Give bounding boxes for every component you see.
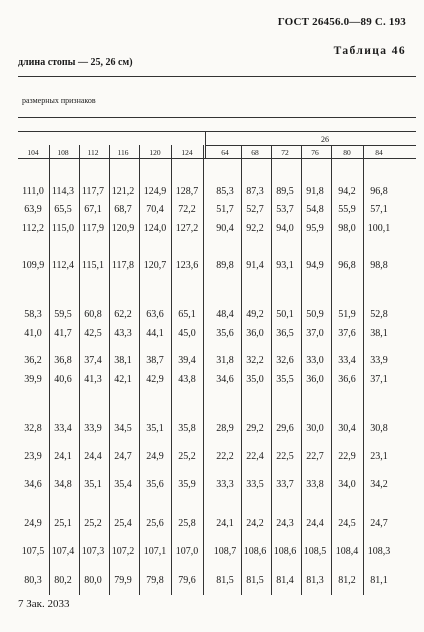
table-cell: 123,6: [175, 260, 199, 271]
table-cell: 35,0: [246, 374, 264, 385]
table-cell: 95,9: [306, 223, 324, 234]
table-cell: 87,3: [246, 186, 264, 197]
table-cell: 24,7: [114, 451, 132, 462]
rule-line: [18, 117, 416, 118]
table-cell: 89,8: [216, 260, 234, 271]
table-cell: 124,0: [143, 223, 167, 234]
column-header: 72: [281, 148, 289, 157]
table-cell: 33,4: [54, 423, 72, 434]
table-cell: 52,7: [246, 204, 264, 215]
table-cell: 32,2: [246, 355, 264, 366]
table-cell: 37,4: [84, 355, 102, 366]
table-cell: 115,0: [51, 223, 75, 234]
rule-line: [205, 145, 416, 146]
table-cell: 25,2: [178, 451, 196, 462]
table-cell: 91,4: [246, 260, 264, 271]
table-cell: 109,9: [21, 260, 45, 271]
table-cell: 121,2: [111, 186, 135, 197]
table-cell: 54,8: [306, 204, 324, 215]
table-cell: 36,0: [306, 374, 324, 385]
table-cell: 24,1: [54, 451, 72, 462]
table-cell: 33,0: [306, 355, 324, 366]
table-cell: 33,8: [306, 479, 324, 490]
table-cell: 91,8: [306, 186, 324, 197]
table-cell: 94,2: [338, 186, 356, 197]
table-cell: 34,6: [24, 479, 42, 490]
table-cell: 39,4: [178, 355, 196, 366]
table-cell: 85,3: [216, 186, 234, 197]
table-cell: 35,4: [114, 479, 132, 490]
table-cell: 34,2: [370, 479, 388, 490]
table-cell: 24,5: [338, 518, 356, 529]
table-cell: 117,7: [81, 186, 105, 197]
table-cell: 42,1: [114, 374, 132, 385]
table-cell: 41,3: [84, 374, 102, 385]
table-cell: 92,2: [246, 223, 264, 234]
table-cell: 33,3: [216, 479, 234, 490]
table-cell: 28,9: [216, 423, 234, 434]
table-cell: 37,0: [306, 328, 324, 339]
table-cell: 98,0: [338, 223, 356, 234]
column-header: 120: [149, 148, 161, 157]
table-cell: 35,6: [216, 328, 234, 339]
table-cell: 32,6: [276, 355, 294, 366]
table-cell: 24,2: [246, 518, 264, 529]
table-cell: 108,4: [335, 546, 359, 557]
table-cell: 120,9: [111, 223, 135, 234]
table-cell: 68,7: [114, 204, 132, 215]
table-cell: 51,7: [216, 204, 234, 215]
table-cell: 45,0: [178, 328, 196, 339]
table-cell: 36,0: [246, 328, 264, 339]
table-cell: 107,1: [143, 546, 167, 557]
table-cell: 107,5: [21, 546, 45, 557]
table-cell: 25,6: [146, 518, 164, 529]
table-cell: 81,2: [338, 575, 356, 586]
table-cell: 42,9: [146, 374, 164, 385]
table-cell: 80,0: [84, 575, 102, 586]
column-header: 76: [311, 148, 319, 157]
rule-line: [18, 76, 416, 77]
table-cell: 24,9: [24, 518, 42, 529]
table-cell: 25,2: [84, 518, 102, 529]
table-cell: 115,1: [81, 260, 105, 271]
table-cell: 120,7: [143, 260, 167, 271]
table-cell: 31,8: [216, 355, 234, 366]
table-cell: 108,5: [303, 546, 327, 557]
table-cell: 48,4: [216, 309, 234, 320]
table-cell: 108,3: [367, 546, 391, 557]
table-cell: 81,5: [216, 575, 234, 586]
table-cell: 34,8: [54, 479, 72, 490]
column-header: 112: [87, 148, 99, 157]
column-header: 116: [117, 148, 129, 157]
table-cell: 50,9: [306, 309, 324, 320]
table-cell: 117,9: [81, 223, 105, 234]
table-cell: 108,7: [213, 546, 237, 557]
table-cell: 35,1: [84, 479, 102, 490]
table-cell: 81,4: [276, 575, 294, 586]
column-header: 124: [181, 148, 193, 157]
table-cell: 98,8: [370, 260, 388, 271]
table-cell: 23,1: [370, 451, 388, 462]
table-subtitle: длина стопы — 25, 26 см): [18, 57, 133, 68]
table-cell: 49,2: [246, 309, 264, 320]
table-cell: 72,2: [178, 204, 196, 215]
table-cell: 44,1: [146, 328, 164, 339]
table-cell: 70,4: [146, 204, 164, 215]
table-cell: 79,6: [178, 575, 196, 586]
table-cell: 108,6: [273, 546, 297, 557]
table-cell: 58,3: [24, 309, 42, 320]
group-divider: [205, 131, 206, 158]
table-cell: 22,9: [338, 451, 356, 462]
table-cell: 114,3: [51, 186, 75, 197]
table-cell: 38,1: [370, 328, 388, 339]
table-cell: 36,5: [276, 328, 294, 339]
table-cell: 80,2: [54, 575, 72, 586]
table-cell: 127,2: [175, 223, 199, 234]
table-cell: 80,3: [24, 575, 42, 586]
column-header: 64: [221, 148, 229, 157]
table-cell: 24,4: [84, 451, 102, 462]
table-cell: 22,5: [276, 451, 294, 462]
table-cell: 100,1: [367, 223, 391, 234]
table-cell: 25,4: [114, 518, 132, 529]
table-cell: 33,5: [246, 479, 264, 490]
column-header: 104: [27, 148, 39, 157]
table-cell: 65,5: [54, 204, 72, 215]
table-cell: 24,9: [146, 451, 164, 462]
table-cell: 34,6: [216, 374, 234, 385]
table-cell: 59,5: [54, 309, 72, 320]
table-cell: 24,7: [370, 518, 388, 529]
table-cell: 35,8: [178, 423, 196, 434]
table-cell: 79,9: [114, 575, 132, 586]
table-cell: 112,4: [51, 260, 75, 271]
table-cell: 51,9: [338, 309, 356, 320]
table-cell: 124,9: [143, 186, 167, 197]
table-cell: 35,9: [178, 479, 196, 490]
table-cell: 24,1: [216, 518, 234, 529]
group-header: 26: [321, 135, 329, 144]
table-cell: 81,3: [306, 575, 324, 586]
table-cell: 35,6: [146, 479, 164, 490]
table-cell: 57,1: [370, 204, 388, 215]
table-cell: 107,3: [81, 546, 105, 557]
table-cell: 33,9: [84, 423, 102, 434]
table-cell: 96,8: [338, 260, 356, 271]
page-header: ГОСТ 26456.0—89 С. 193: [277, 16, 406, 28]
table-cell: 30,4: [338, 423, 356, 434]
table-cell: 90,4: [216, 223, 234, 234]
table-cell: 111,0: [22, 186, 44, 197]
table-cell: 39,9: [24, 374, 42, 385]
table-cell: 55,9: [338, 204, 356, 215]
column-header: 68: [251, 148, 259, 157]
table-cell: 35,5: [276, 374, 294, 385]
table-cell: 107,2: [111, 546, 135, 557]
column-header: 80: [343, 148, 351, 157]
table-cell: 107,4: [51, 546, 75, 557]
table-cell: 40,6: [54, 374, 72, 385]
table-cell: 43,3: [114, 328, 132, 339]
table-cell: 34,5: [114, 423, 132, 434]
table-cell: 37,1: [370, 374, 388, 385]
page-footer: 7 Зак. 2033: [18, 598, 70, 610]
table-cell: 94,0: [276, 223, 294, 234]
column-header: 108: [57, 148, 69, 157]
table-cell: 67,1: [84, 204, 102, 215]
table-cell: 34,0: [338, 479, 356, 490]
rule-line: [18, 131, 416, 132]
table-cell: 79,8: [146, 575, 164, 586]
table-subheader: размерных признаков: [22, 96, 96, 105]
table-cell: 96,8: [370, 186, 388, 197]
table-cell: 30,0: [306, 423, 324, 434]
table-cell: 24,3: [276, 518, 294, 529]
table-cell: 107,0: [175, 546, 199, 557]
table-cell: 43,8: [178, 374, 196, 385]
table-cell: 33,9: [370, 355, 388, 366]
table-cell: 81,5: [246, 575, 264, 586]
table-cell: 25,8: [178, 518, 196, 529]
table-cell: 36,6: [338, 374, 356, 385]
table-cell: 22,4: [246, 451, 264, 462]
table-cell: 53,7: [276, 204, 294, 215]
table-cell: 62,2: [114, 309, 132, 320]
table-cell: 117,8: [111, 260, 135, 271]
table-cell: 38,7: [146, 355, 164, 366]
table-cell: 94,9: [306, 260, 324, 271]
table-cell: 41,0: [24, 328, 42, 339]
table-cell: 41,7: [54, 328, 72, 339]
table-cell: 33,7: [276, 479, 294, 490]
table-cell: 38,1: [114, 355, 132, 366]
table-cell: 29,2: [246, 423, 264, 434]
table-title: Таблица 46: [333, 45, 406, 57]
table-cell: 89,5: [276, 186, 294, 197]
table-cell: 32,8: [24, 423, 42, 434]
table-cell: 23,9: [24, 451, 42, 462]
table-cell: 37,6: [338, 328, 356, 339]
rule-line: [18, 158, 416, 159]
table-cell: 63,6: [146, 309, 164, 320]
table-cell: 25,1: [54, 518, 72, 529]
table-cell: 42,5: [84, 328, 102, 339]
table-cell: 128,7: [175, 186, 199, 197]
table-cell: 108,6: [243, 546, 267, 557]
table-cell: 29,6: [276, 423, 294, 434]
table-cell: 24,4: [306, 518, 324, 529]
table-cell: 22,7: [306, 451, 324, 462]
table-cell: 36,8: [54, 355, 72, 366]
table-cell: 52,8: [370, 309, 388, 320]
table-cell: 22,2: [216, 451, 234, 462]
table-cell: 63,9: [24, 204, 42, 215]
table-cell: 30,8: [370, 423, 388, 434]
table-cell: 112,2: [21, 223, 45, 234]
table-cell: 36,2: [24, 355, 42, 366]
table-cell: 33,4: [338, 355, 356, 366]
table-cell: 65,1: [178, 309, 196, 320]
table-cell: 93,1: [276, 260, 294, 271]
table-cell: 35,1: [146, 423, 164, 434]
table-cell: 50,1: [276, 309, 294, 320]
column-header: 84: [375, 148, 383, 157]
table-cell: 81,1: [370, 575, 388, 586]
table-cell: 60,8: [84, 309, 102, 320]
